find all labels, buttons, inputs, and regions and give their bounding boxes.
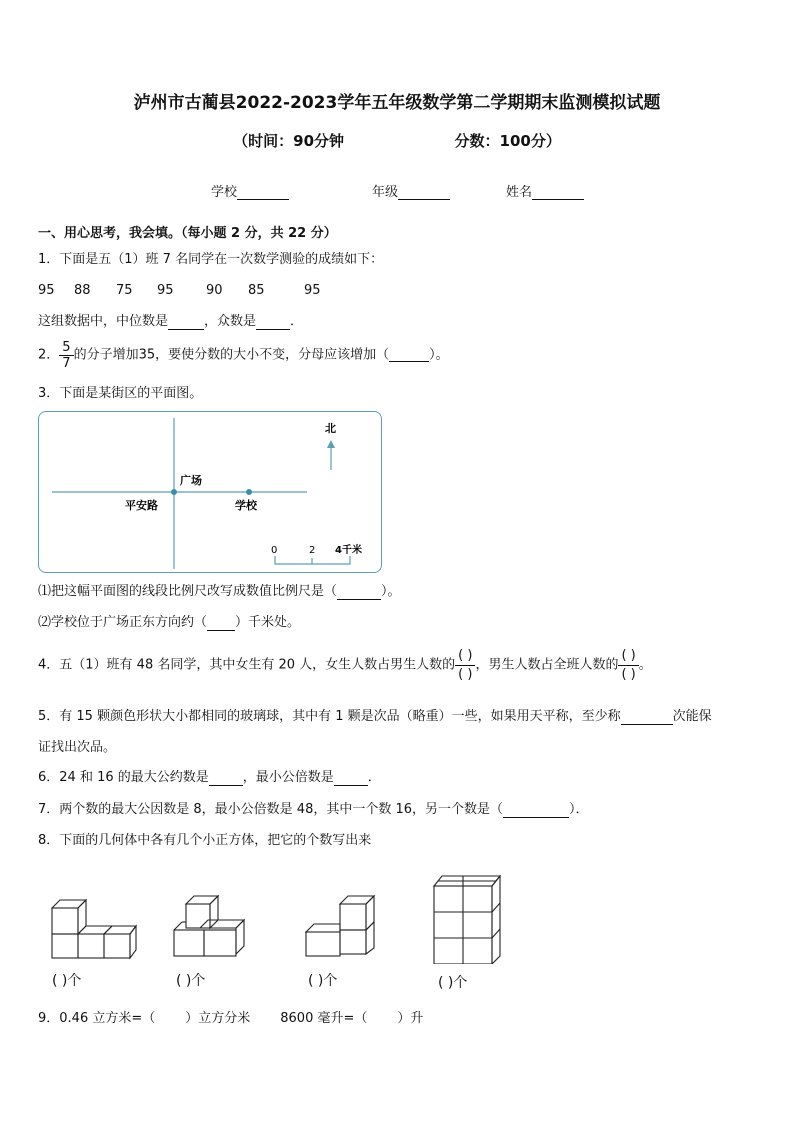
question-4: 4．五（1）班有 48 名同学，其中女生有 20 人，女生人数占男生人数的 $\frac{( )}{( )}$ ，男生人数占全班人数的 $\frac{( )}{( )}$ 。 [38, 648, 652, 682]
question-5: 5．有 15 颗颜色形状大小都相同的玻璃球，其中有 1 颗是次品（略重）一些，如果用天平称，至少称 次能保 [38, 709, 712, 724]
north-label: 北 [325, 422, 336, 435]
question-3-2: ⑵学校位于广场正东方向约（ ）千米处。 [38, 615, 301, 630]
school-label: 学校 [235, 499, 257, 512]
cube-answer-2[interactable]: ( )个 [176, 973, 206, 989]
cube-figure-2 [174, 896, 244, 956]
answer-blank[interactable]: ( ) [458, 667, 473, 682]
answer-blank[interactable] [209, 773, 243, 786]
answer-blank[interactable] [389, 349, 429, 362]
q1-score: 75 [116, 283, 133, 298]
answer-blank[interactable]: ( ) [621, 667, 636, 682]
question-3: 3．下面是某街区的平面图。 [38, 386, 203, 401]
question-3-1: ⑴把这幅平面图的线段比例尺改写成数值比例尺是（ ）。 [38, 584, 401, 599]
answer-blank[interactable] [621, 712, 673, 725]
scale-tick-label: 2 [309, 545, 316, 556]
plaza-point [171, 489, 177, 495]
answer-blank[interactable]: ( ) [455, 647, 475, 666]
fraction-numerator: 5 [59, 340, 73, 356]
north-arrow-icon [327, 440, 335, 448]
question-5-cont: 证找出次品。 [38, 740, 117, 755]
exam-meta [0, 130, 794, 151]
cube-figure-3 [306, 896, 374, 956]
score-info: 分数：100分） [454, 132, 561, 150]
scale-tick-label: 0 [271, 545, 278, 556]
cube-figures [40, 868, 510, 964]
answer-blank[interactable]: ( ) [618, 647, 638, 666]
answer-blank[interactable] [256, 317, 290, 330]
map-drawing [39, 412, 381, 572]
fraction-denominator: 7 [62, 356, 71, 371]
q1-score: 90 [206, 283, 223, 298]
cube-figure-4 [434, 876, 500, 964]
answer-blank[interactable] [168, 317, 204, 330]
cube-answer-3[interactable]: ( )个 [308, 973, 338, 989]
q1-score: 95 [38, 283, 55, 298]
answer-blank[interactable] [334, 773, 368, 786]
question-8: 8．下面的几何体中各有几个小正方体，把它的个数写出来 [38, 833, 372, 848]
school-point [246, 489, 252, 495]
time-info: （时间：90分钟 [233, 132, 345, 150]
answer-blank[interactable] [503, 805, 569, 818]
q1-score: 85 [248, 283, 265, 298]
q1-score: 88 [74, 283, 91, 298]
street-map [38, 411, 382, 573]
cube-answer-4[interactable]: ( )个 [438, 975, 468, 991]
answer-blank[interactable] [207, 618, 235, 631]
cube-answer-1[interactable]: ( )个 [52, 973, 82, 989]
grade-field: 年级 [372, 181, 450, 200]
question-7: 7．两个数的最大公因数是 8，最小公倍数是 48，其中一个数 16，另一个数是（ ）． [38, 802, 589, 817]
scale-tick-label: 4千米 [335, 545, 362, 556]
answer-blank[interactable] [337, 587, 381, 600]
q1-score: 95 [157, 283, 174, 298]
page-title: 泸州市古蔺县2022-2023学年五年级数学第二学期期末监测模拟试题 [133, 93, 661, 113]
cube-figure-1 [52, 900, 136, 958]
section-heading: 一、用心思考，我会填。（每小题 2 分，共 22 分） [38, 226, 337, 241]
road-label: 平安路 [125, 499, 158, 512]
q1-line2: 这组数据中，中位数是 ，众数是 ． [38, 314, 304, 329]
question-2: 2． $\frac{5}{7}$ 的分子增加35，要使分数的大小不变，分母应该增加（ ）。 [38, 340, 449, 371]
name-field: 姓名 [506, 181, 584, 200]
question-6: 6．24 和 16 的最大公约数是 ，最小公倍数是 ． [38, 770, 381, 785]
question-9: 9．0.46 立方米=（ ）立方分米 8600 毫升=（ ）升 [38, 1011, 424, 1026]
q1-score: 95 [304, 283, 321, 298]
school-field: 学校 [211, 181, 289, 200]
plaza-label: 广场 [180, 474, 202, 487]
question-1: 1．下面是五（1）班 7 名同学在一次数学测验的成绩如下： [38, 252, 384, 267]
